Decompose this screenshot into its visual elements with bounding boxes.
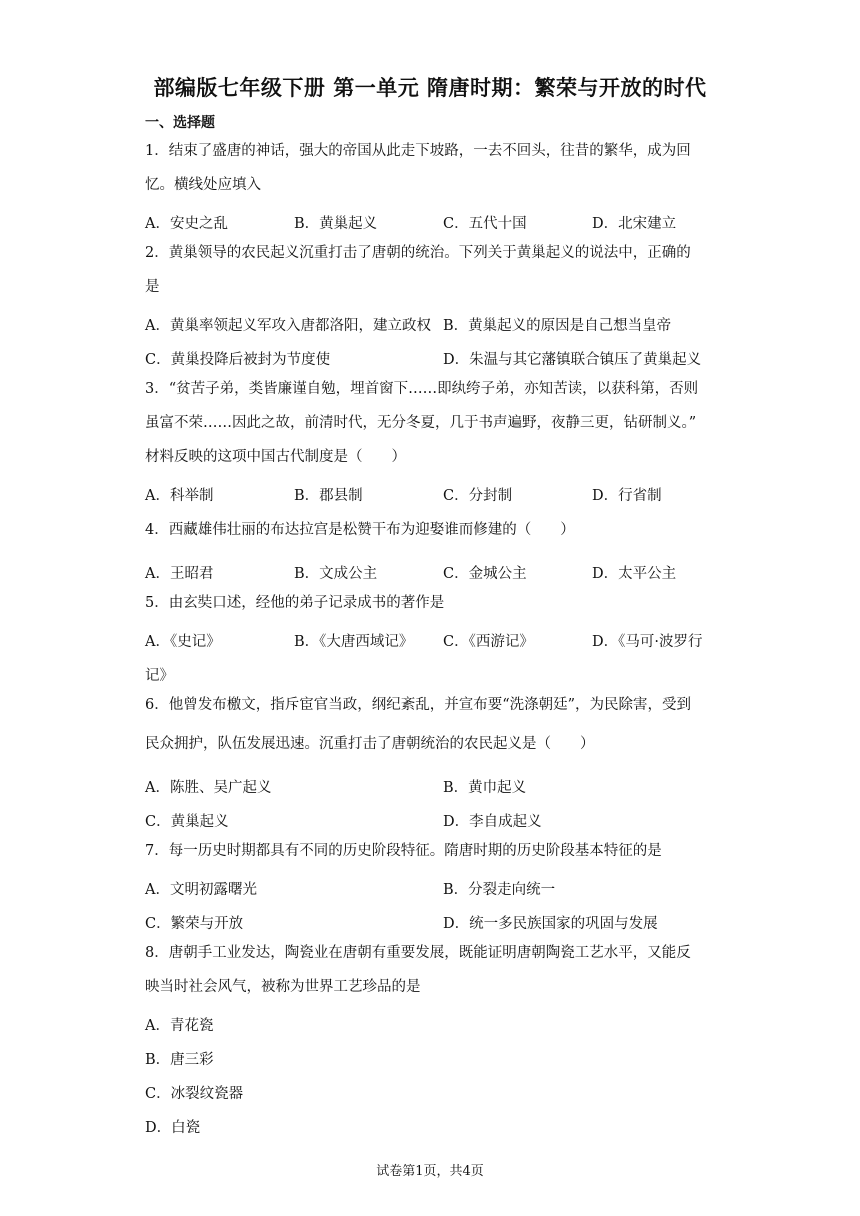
q3-option-b: B．郡县制 xyxy=(294,488,363,504)
q1-option-b: B．黄巢起义 xyxy=(294,216,378,232)
question-3-line-3: 材料反映的这项中国古代制度是（ ） xyxy=(145,449,406,465)
q2-option-c: C．黄巢投降后被封为节度使 xyxy=(145,352,331,368)
question-3-line-2: 虽富不荣……因此之故，前清时代，无分冬夏，几于书声遍野，夜静三更，钻研制义。” xyxy=(145,415,697,431)
q7-option-b: B．分裂走向统一 xyxy=(443,882,556,898)
q5-option-c: C．《西游记》 xyxy=(443,634,534,650)
q6-option-a: A．陈胜、吴广起义 xyxy=(145,780,272,796)
q7-option-c: C．繁荣与开放 xyxy=(145,916,244,932)
page-title: 部编版七年级下册 第一单元 隋唐时期：繁荣与开放的时代 xyxy=(153,76,707,100)
q6-option-b: B．黄巾起义 xyxy=(443,780,527,796)
q5-option-a: A．《史记》 xyxy=(145,634,221,650)
q1-option-a: A．安史之乱 xyxy=(145,216,228,232)
q3-option-d: D．行省制 xyxy=(592,488,662,504)
question-5-line-1: 5．由玄奘口述，经他的弟子记录成书的著作是 xyxy=(145,595,445,611)
q4-option-d: D．太平公主 xyxy=(592,566,677,582)
question-7-line-1: 7．每一历史时期都具有不同的历史阶段特征。隋唐时期的历史阶段基本特征的是 xyxy=(145,843,662,859)
q6-option-c: C．黄巢起义 xyxy=(145,814,229,830)
q8-option-b: B．唐三彩 xyxy=(145,1052,214,1068)
question-4-line-1: 4．西藏雄伟壮丽的布达拉宫是松赞干布为迎娶谁而修建的（ ） xyxy=(145,522,575,538)
question-6-line-2: 民众拥护，队伍发展迅速。沉重打击了唐朝统治的农民起义是（ ） xyxy=(145,736,595,752)
q4-option-c: C．金城公主 xyxy=(443,566,527,582)
question-3-line-1: 3．“贫苦子弟，类皆廉谨自勉，埋首窗下……即纨绔子弟，亦知苦读，以获科第，否则 xyxy=(145,381,699,397)
question-8-line-2: 映当时社会风气，被称为世界工艺珍品的是 xyxy=(145,979,421,995)
q8-option-c: C．冰裂纹瓷器 xyxy=(145,1086,244,1102)
question-2-line-1: 2．黄巢领导的农民起义沉重打击了唐朝的统治。下列关于黄巢起义的说法中，正确的 xyxy=(145,245,691,261)
q3-option-c: C．分封制 xyxy=(443,488,513,504)
q5-option-d: D．《马可·波罗行 xyxy=(592,634,703,650)
q5-option-b: B．《大唐西域记》 xyxy=(294,634,414,650)
q4-option-a: A．王昭君 xyxy=(145,566,214,582)
section-heading: 一、选择题 xyxy=(145,115,215,131)
q2-option-a: A．黄巢率领起义军攻入唐都洛阳，建立政权 xyxy=(145,318,431,334)
q2-option-d: D．朱温与其它藩镇联合镇压了黄巢起义 xyxy=(443,352,702,368)
q4-option-b: B．文成公主 xyxy=(294,566,378,582)
q1-option-c: C．五代十国 xyxy=(443,216,527,232)
q1-option-d: D．北宋建立 xyxy=(592,216,677,232)
question-1-line-1: 1．结束了盛唐的神话，强大的帝国从此走下坡路，一去不回头，往昔的繁华，成为回 xyxy=(145,143,691,159)
q6-option-d: D．李自成起义 xyxy=(443,814,542,830)
page-footer: 试卷第1页，共4页 xyxy=(376,1164,484,1179)
q7-option-d: D．统一多民族国家的巩固与发展 xyxy=(443,916,658,932)
q5-option-d-continued: 记》 xyxy=(145,668,174,684)
q8-option-d: D．白瓷 xyxy=(145,1120,201,1136)
q7-option-a: A．文明初露曙光 xyxy=(145,882,257,898)
question-6-line-1: 6．他曾发布檄文，指斥宦官当政，纲纪紊乱，并宣布要“洗涤朝廷”，为民除害，受到 xyxy=(145,697,692,713)
question-2-line-2: 是 xyxy=(145,279,160,295)
q8-option-a: A．青花瓷 xyxy=(145,1018,214,1034)
q2-option-b: B．黄巢起义的原因是自己想当皇帝 xyxy=(443,318,672,334)
question-1-line-2: 忆。横线处应填入 xyxy=(145,177,261,193)
q3-option-a: A．科举制 xyxy=(145,488,214,504)
question-8-line-1: 8．唐朝手工业发达，陶瓷业在唐朝有重要发展，既能证明唐朝陶瓷工艺水平，又能反 xyxy=(145,945,691,961)
